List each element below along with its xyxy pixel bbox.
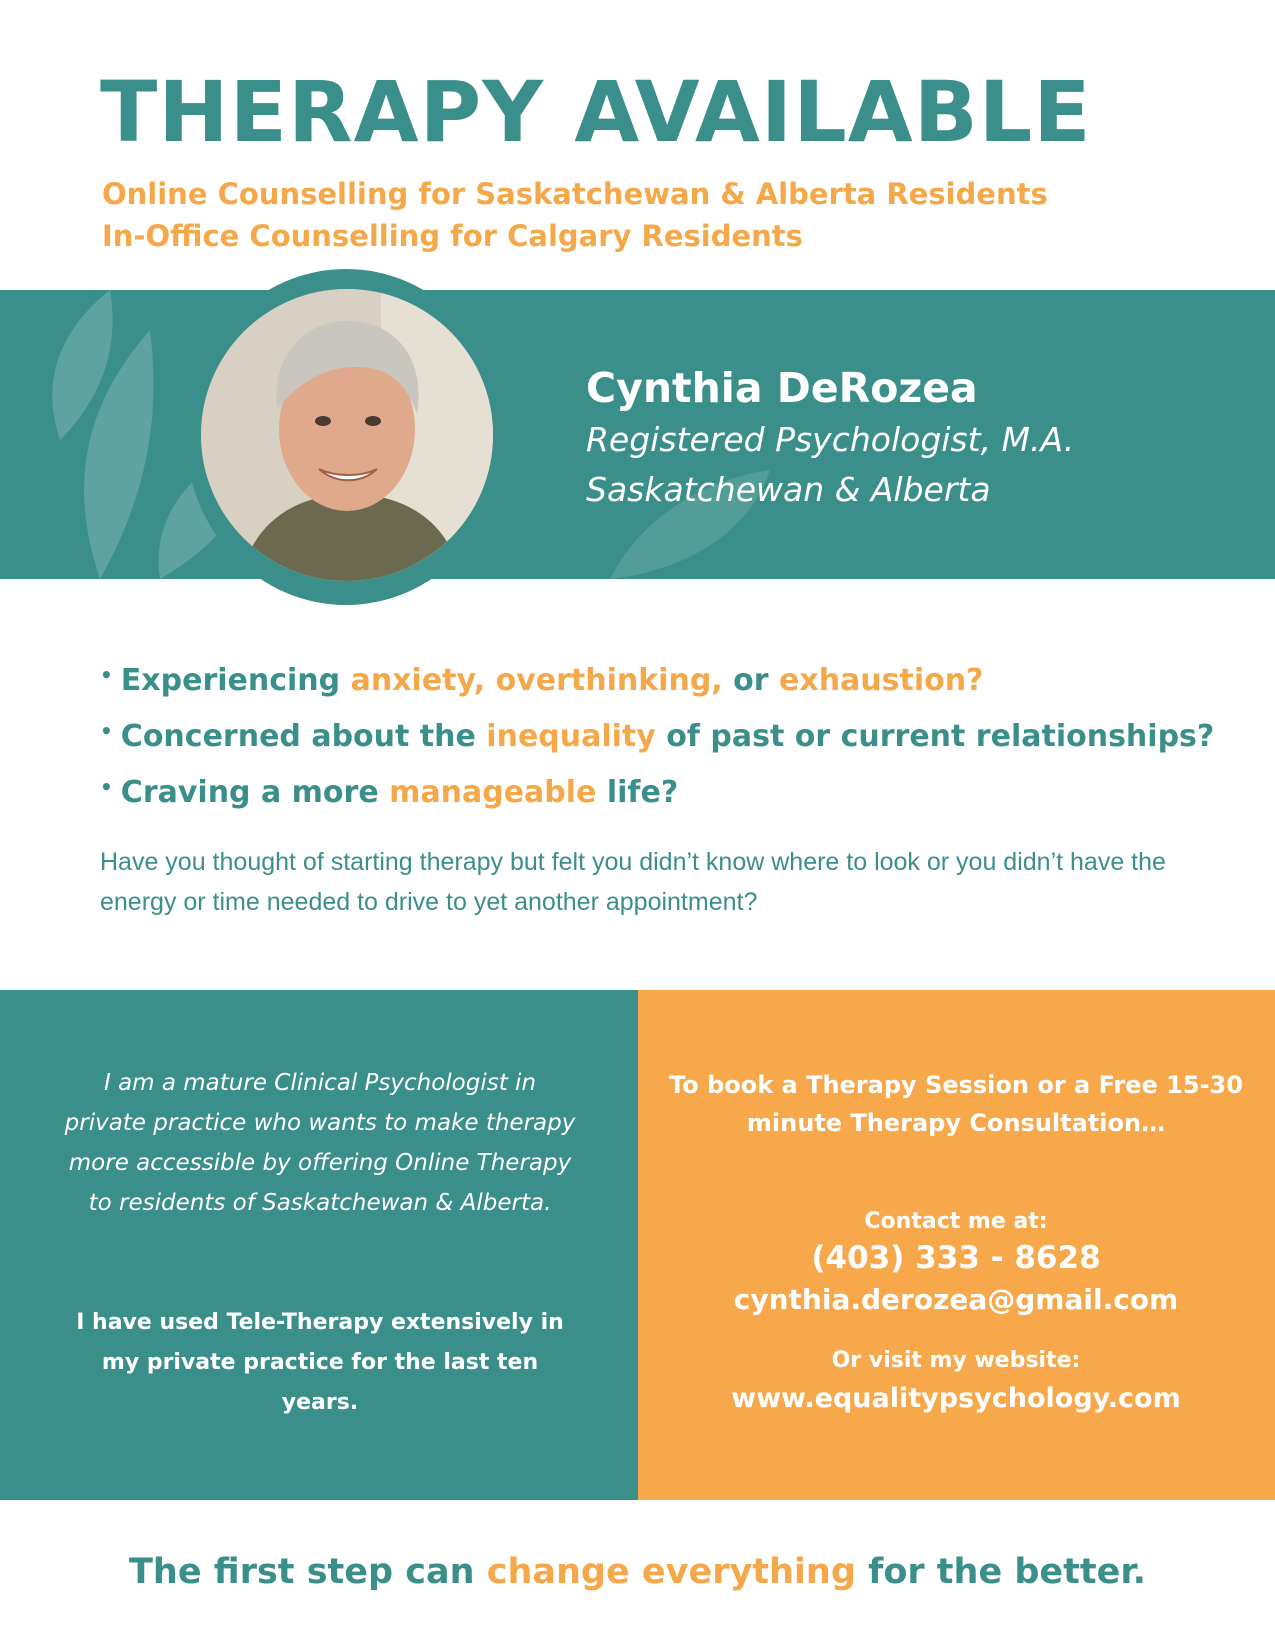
bullet-text: or bbox=[722, 663, 779, 698]
bullet-text: Craving a more bbox=[120, 775, 390, 810]
intro-paragraph: Have you thought of starting therapy but felt you didn’t know where to look or you didn’t have the energy or time needed to drive to yet another appointment? bbox=[100, 848, 1166, 916]
footer-tagline bbox=[0, 1552, 1275, 1592]
website-link[interactable]: www.equalitypsychology.com bbox=[731, 1383, 1181, 1414]
bullet-icon: • bbox=[100, 775, 113, 799]
bullet-highlight: anxiety, overthinking, bbox=[350, 663, 723, 698]
bullet-icon: • bbox=[100, 719, 113, 743]
experience-text: I have used Tele-Therapy extensively in my private practice for the last ten years. bbox=[76, 1310, 564, 1415]
about-text: I am a mature Clinical Psychologist in private practice who wants to make therapy more accessible by offering Online Therapy to residents of Saskatchewan & Alberta. bbox=[64, 1070, 576, 1216]
booking-text: To book a Therapy Session or a Free 15-30 minute Therapy Consultation… bbox=[669, 1071, 1243, 1137]
footer-text: for the better. bbox=[855, 1552, 1146, 1592]
leaf-decoration-icon bbox=[600, 440, 780, 579]
credential: Registered Psychologist, M.A. bbox=[586, 420, 1075, 459]
subtitle-in-office: In-Office Counselling for Calgary Residents bbox=[102, 219, 803, 253]
list-item bbox=[100, 762, 1220, 818]
bullet-text: Concerned about the bbox=[120, 719, 487, 754]
list-item bbox=[100, 650, 1220, 706]
portrait-photo bbox=[201, 289, 493, 581]
portrait-illustration-icon bbox=[201, 289, 493, 581]
practice-region: Saskatchewan & Alberta bbox=[586, 470, 991, 509]
bullet-highlight: manageable bbox=[389, 775, 597, 810]
bullet-text: Experiencing bbox=[120, 663, 351, 698]
footer-text: The first step can bbox=[129, 1552, 487, 1592]
bullet-text: of past or current relationships? bbox=[655, 719, 1215, 754]
footer-highlight: change everything bbox=[486, 1552, 856, 1592]
website-label: Or visit my website: bbox=[831, 1348, 1081, 1373]
page-title: THERAPY AVAILABLE bbox=[100, 63, 1092, 161]
bullet-icon: • bbox=[100, 663, 113, 687]
bullet-text: life? bbox=[596, 775, 679, 810]
psychologist-name: Cynthia DeRozea bbox=[586, 364, 978, 412]
bullet-highlight: exhaustion? bbox=[779, 663, 984, 698]
phone-number[interactable]: (403) 333 - 8628 bbox=[811, 1240, 1101, 1276]
symptom-list bbox=[100, 650, 1220, 818]
contact-label: Contact me at: bbox=[864, 1209, 1048, 1234]
bullet-highlight: inequality bbox=[486, 719, 656, 754]
email-link[interactable]: cynthia.derozea@gmail.com bbox=[733, 1283, 1179, 1316]
subtitle-online: Online Counselling for Saskatchewan & Alberta Residents bbox=[102, 177, 1048, 211]
list-item bbox=[100, 706, 1220, 762]
